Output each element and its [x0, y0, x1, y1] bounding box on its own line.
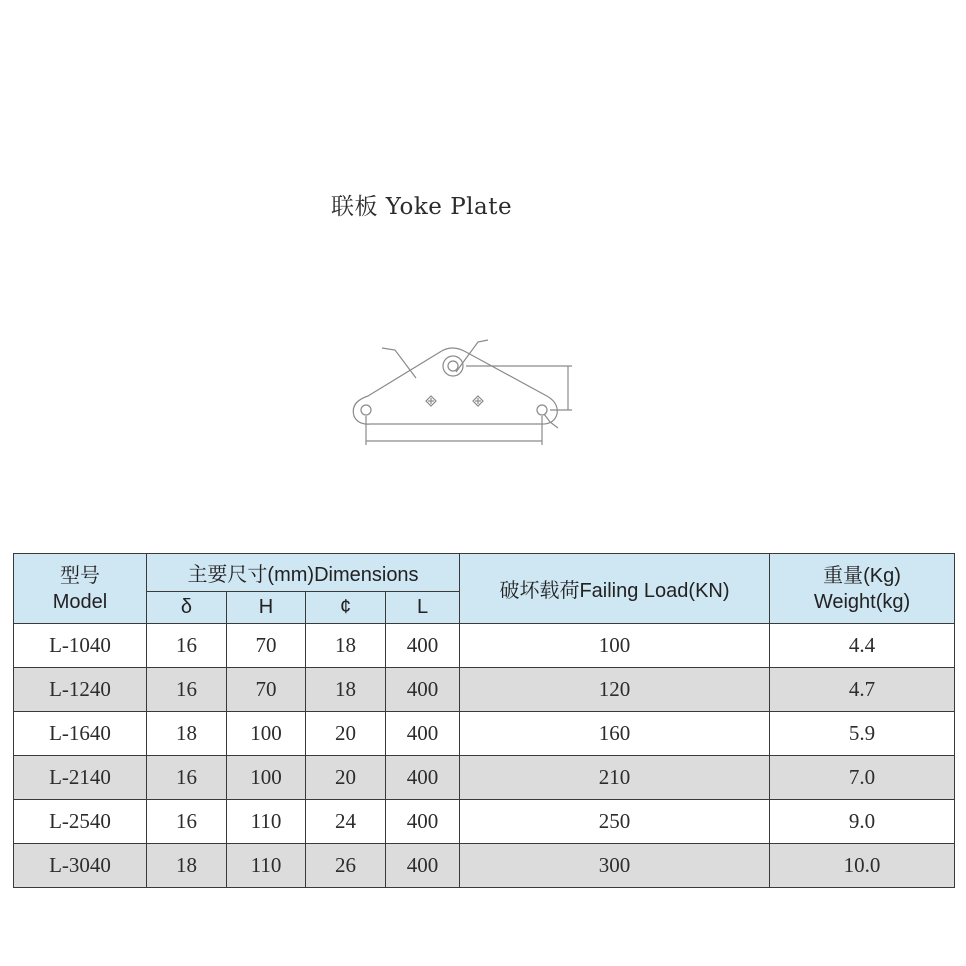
height-cell: 70 [227, 668, 306, 712]
failing-load-cell: 210 [460, 756, 770, 800]
height-cell: 100 [227, 712, 306, 756]
model-cell: L-3040 [14, 844, 147, 888]
table-row [14, 712, 955, 756]
spec-table [13, 553, 955, 888]
table-row [14, 800, 955, 844]
failing-load-cell: 300 [460, 844, 770, 888]
table-row [14, 844, 955, 888]
yoke-plate-drawing-icon [340, 330, 580, 455]
diameter-header: ¢ [306, 592, 386, 624]
length-header: L [386, 592, 460, 624]
model-cell: L-1240 [14, 668, 147, 712]
height-cell: 110 [227, 800, 306, 844]
thickness-cell: 16 [147, 624, 227, 668]
table-row [14, 624, 955, 668]
length-cell: 400 [386, 668, 460, 712]
height-cell: 70 [227, 624, 306, 668]
diameter-cell: 18 [306, 668, 386, 712]
diameter-cell: 20 [306, 712, 386, 756]
failing-load-cell: 250 [460, 800, 770, 844]
table-row [14, 756, 955, 800]
weight-cell: 4.7 [770, 668, 955, 712]
thickness-cell: 16 [147, 800, 227, 844]
thickness-header: δ [147, 592, 227, 624]
failing-load-cell: 160 [460, 712, 770, 756]
failing-load-cell: 120 [460, 668, 770, 712]
length-cell: 400 [386, 844, 460, 888]
height-cell: 110 [227, 844, 306, 888]
model-cell: L-2540 [14, 800, 147, 844]
model-cell: L-1040 [14, 624, 147, 668]
thickness-cell: 18 [147, 712, 227, 756]
diameter-cell: 24 [306, 800, 386, 844]
weight-cell: 10.0 [770, 844, 955, 888]
length-cell: 400 [386, 800, 460, 844]
page-title: 联板 Yoke Plate [331, 194, 513, 220]
model-cell: L-1640 [14, 712, 147, 756]
weight-cell: 9.0 [770, 800, 955, 844]
table-row [14, 668, 955, 712]
failing-load-header: 破坏载荷Failing Load(KN) [460, 554, 770, 624]
model-header-cn: 型号 [60, 564, 100, 587]
weight-cell: 5.9 [770, 712, 955, 756]
height-header: H [227, 592, 306, 624]
diameter-cell: 20 [306, 756, 386, 800]
model-cell: L-2140 [14, 756, 147, 800]
weight-header-cn: 重量(Kg) [823, 564, 901, 587]
thickness-cell: 16 [147, 756, 227, 800]
weight-header [770, 554, 955, 624]
model-header [14, 554, 147, 624]
failing-load-cell: 100 [460, 624, 770, 668]
weight-cell: 7.0 [770, 756, 955, 800]
thickness-cell: 16 [147, 668, 227, 712]
height-cell: 100 [227, 756, 306, 800]
diameter-cell: 18 [306, 624, 386, 668]
model-header-en: Model [52, 590, 108, 613]
thickness-cell: 18 [147, 844, 227, 888]
weight-cell: 4.4 [770, 624, 955, 668]
dimensions-header: 主要尺寸(mm)Dimensions [147, 554, 460, 592]
length-cell: 400 [386, 712, 460, 756]
length-cell: 400 [386, 624, 460, 668]
length-cell: 400 [386, 756, 460, 800]
diameter-cell: 26 [306, 844, 386, 888]
weight-header-en: Weight(kg) [813, 590, 911, 613]
